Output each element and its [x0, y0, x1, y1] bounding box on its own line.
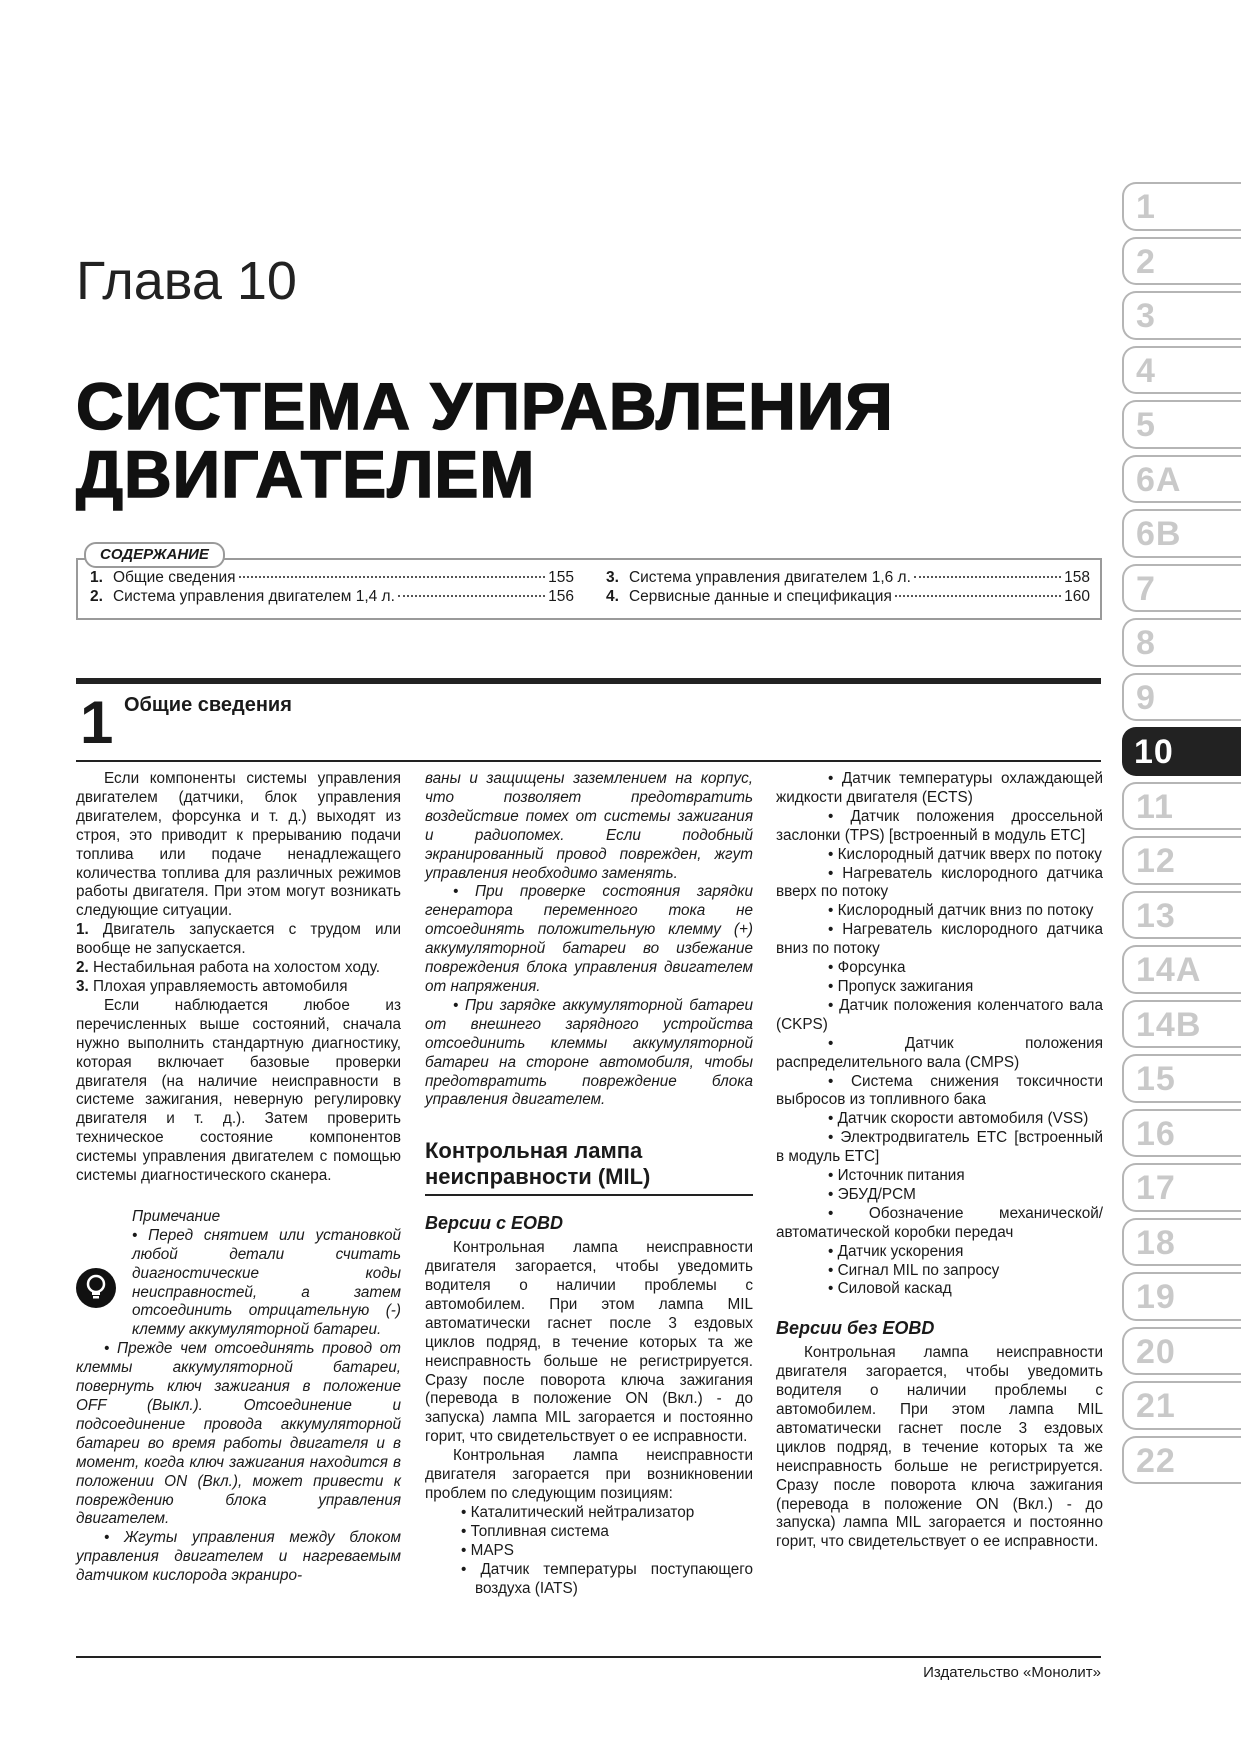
paragraph: Контрольная лампа неисправности двигателя загорается, чтобы уведомить водителя о наличии проблемы с автомобилем. При этом лампа MIL автоматически гаснет после 3 ездовых циклов подряд, в течение которых та же неисправность больше не регистрируется. Сразу после поворота ключа зажигания (перевода в положение ON (Вкл.) - до запуска) лампа MIL загорается и постоянно горит, что свидетельствует о ее исправности. [425, 1239, 753, 1446]
chapter-title-line2: ДВИГАТЕЛЕМ [76, 437, 536, 511]
toc-item-num: 4. [606, 588, 619, 605]
note-item: • Жгуты управления между блоком управления двигателем и нагреваемым датчиком кислорода экраниро- [76, 1529, 401, 1585]
section-rule-bottom [76, 760, 1101, 762]
chapter-tab-11[interactable] [1122, 780, 1241, 835]
bullet-item: • Датчик скорости автомобиля (VSS) [828, 1110, 1089, 1128]
toc-item-text: Система управления двигателем 1,4 л. [112, 588, 395, 605]
column-2 [425, 770, 753, 1598]
tab-label: 3 [1136, 297, 1156, 335]
bullet-item: • Пропуск зажигания [828, 977, 974, 995]
bullet-item: • Сигнал MIL по запросу [828, 1261, 1000, 1279]
footer-rule [76, 1656, 1101, 1658]
toc-heading: СОДЕРЖАНИЕ [84, 542, 225, 568]
chapter-tab-16[interactable] [1122, 1107, 1241, 1162]
tab-label: 10 [1134, 733, 1174, 771]
tab-label: 12 [1136, 842, 1176, 880]
tab-label: 14A [1136, 951, 1202, 989]
toc-item[interactable] [606, 569, 1090, 587]
paragraph: Контрольная лампа неисправности двигателя загорается, чтобы уведомить водителя о наличии проблемы с автомобилем. При этом лампа MIL автоматически гаснет после 3 ездовых циклов подряд, в течение которых та же неисправность больше не регистрируется. Сразу после поворота ключа зажигания (перевода в положение ON (Вкл.) - до запуска) лампа MIL загорается и постоянно горит, что свидетельствует о ее исправности. [776, 1344, 1103, 1551]
chapter-tab-4[interactable] [1122, 344, 1241, 399]
bullet-list [776, 770, 1103, 1299]
subsection-subheading: Версии с EOBD [425, 1213, 564, 1234]
bullet-item: • Датчик положения дроссельной заслонки (TPS) [встроенный в модуль ETC] [776, 807, 1104, 844]
chapter-tab-18[interactable] [1122, 1216, 1241, 1271]
note-item: • При проверке состояния зарядки генератора переменного тока не отсоединять положительную клемму (+) аккумуляторной батареи во избежание повреждения блока управления двигателем от напряжения. [425, 883, 753, 995]
tab-label: 20 [1136, 1332, 1176, 1371]
publisher-footer: Издательство «Монолит» [923, 1664, 1101, 1681]
bullet-item: • MAPS [461, 1541, 514, 1559]
subsection-subheading: Версии без EOBD [776, 1318, 935, 1339]
list-item: 1. Двигатель запускается с трудом или вообще не запускается. [76, 921, 401, 958]
tab-label: 4 [1136, 351, 1156, 390]
bullet-item: • Датчик температуры охлаждающей жидкости двигателя (ECTS) [776, 770, 1104, 806]
bullet-item: • Топливная система [461, 1522, 609, 1540]
bullet-item: • Нагреватель кислородного датчика вверх по потоку [776, 864, 1103, 901]
note-item: ваны и защищены заземлением на корпус, что позволяет предотвратить воздействие помех от системы зажигания и радиопомех. Если подобный экранированный провод поврежден, жгут управления необходимо заменять. [425, 770, 753, 882]
paragraph: Если наблюдается любое из перечисленных выше состояний, сначала нужно выполнить стандартную диагностику, которая включает базовые проверки двигателя (на наличие неисправности в системе зажигания, неверную регулировку двигателя и т. д.). Затем проверить техническое состояние компонентов системы управления двигателем с помощью системы диагностического сканера. [76, 996, 401, 1185]
tab-label: 5 [1136, 406, 1156, 444]
chapter-tab-14b[interactable] [1122, 998, 1241, 1053]
note-item: • Перед снятием или установкой любой детали считать диагностические коды неисправностей, а затем отсоединить отрицательную (-) клемму аккумуляторной батареи. [132, 1226, 401, 1339]
tab-label: 11 [1136, 787, 1174, 826]
chapter-tab-7[interactable] [1122, 562, 1241, 617]
bullet-item: • Датчик положения распределительного вала (CMPS) [776, 1034, 1103, 1071]
bullet-item: • Силовой каскад [828, 1280, 952, 1298]
toc-item[interactable] [606, 588, 1090, 606]
toc-item-page: 156 [548, 588, 574, 605]
section-rule-top [76, 678, 1101, 684]
paragraph: Контрольная лампа неисправности двигателя загорается при возникновении проблем по следующим позициям: [425, 1447, 753, 1502]
chapter-tab-8[interactable] [1122, 616, 1241, 671]
chapter-tab-13[interactable] [1122, 889, 1241, 944]
bullet-item: • Датчик положения коленчатого вала (CKPS) [776, 996, 1103, 1033]
tab-label: 17 [1136, 1169, 1176, 1207]
bullet-item: • Система снижения токсичности выбросов из топливного бака [776, 1072, 1103, 1109]
chapter-tab-17[interactable] [1122, 1161, 1241, 1216]
chapter-tab-9[interactable] [1122, 671, 1241, 726]
toc-item-text: Сервисные данные и спецификация [628, 588, 892, 605]
bullet-item: • Датчик ускорения [828, 1242, 964, 1260]
chapter-tab-6a[interactable] [1122, 453, 1241, 508]
tab-label: 9 [1136, 678, 1156, 717]
bullet-item: • Кислородный датчик вверх по потоку [828, 845, 1102, 863]
tab-label: 22 [1136, 1441, 1176, 1480]
chapter-tab-1[interactable] [1122, 180, 1241, 235]
tab-label: 14B [1136, 1005, 1202, 1044]
bullet-item: • Форсунка [828, 959, 906, 977]
tab-label: 6A [1136, 460, 1182, 499]
toc-item-page: 158 [1064, 569, 1090, 586]
bullet-item: • Электродвигатель ETC [встроенный в модуль ETC] [776, 1129, 1104, 1166]
chapter-label: Глава 10 [76, 251, 297, 311]
toc-item-num: 2. [90, 588, 103, 605]
tab-label: 15 [1136, 1060, 1176, 1098]
bullet-item: • Датчик температуры поступающего воздуха (IATS) [461, 1560, 754, 1597]
tab-label: 19 [1136, 1278, 1176, 1316]
tab-label: 1 [1136, 188, 1156, 226]
toc-item-page: 155 [548, 569, 574, 586]
list-item: 3. Плохая управляемость автомобиля [76, 977, 348, 995]
list-item: 2. Нестабильная работа на холостом ходу. [76, 959, 380, 977]
section-title: Общие сведения [124, 694, 292, 716]
chapter-tab-22[interactable] [1122, 1434, 1241, 1489]
column-1 [76, 770, 401, 1586]
chapter-tab-12[interactable] [1122, 834, 1241, 889]
toc-item-text: Система управления двигателем 1,6 л. [628, 569, 911, 586]
bullet-item: • Каталитический нейтрализатор [461, 1503, 695, 1521]
chapter-tab-20[interactable] [1122, 1325, 1241, 1380]
toc-item-num: 3. [606, 569, 619, 586]
bullet-item: • ЭБУД/PCM [828, 1185, 916, 1203]
toc-item[interactable] [90, 588, 574, 606]
chapter-title [76, 369, 894, 511]
toc-item-page: 160 [1064, 588, 1090, 605]
chapter-tabs [1122, 180, 1241, 1488]
note-item: • При зарядке аккумуляторной батареи от внешнего зарядного устройства отсоединить клеммы аккумуляторной батареи на стороне автомобиля, чтобы предотвратить повреждение блока управления двигателем. [425, 996, 753, 1109]
chapter-tab-21[interactable] [1122, 1379, 1241, 1434]
tab-label: 16 [1136, 1114, 1176, 1153]
tab-label: 8 [1136, 624, 1156, 662]
tab-label: 18 [1136, 1223, 1176, 1262]
toc-item-num: 1. [90, 569, 103, 586]
section-number: 1 [80, 689, 114, 756]
bullet-item: • Источник питания [828, 1167, 965, 1185]
tab-label: 13 [1136, 896, 1176, 935]
chapter-title-line1: СИСТЕМА УПРАВЛЕНИЯ [76, 369, 894, 443]
tab-label: 6B [1136, 515, 1182, 553]
chapter-tab-5[interactable] [1122, 398, 1241, 453]
chapter-tab-10[interactable] [1122, 725, 1241, 780]
note-item: • Прежде чем отсоединять провод от клеммы аккумуляторной батареи, повернуть ключ зажигания в положение OFF (Выкл.). Отсоединение и подсоединение провода аккумуляторной батареи во время работы двигателя и в момент, когда ключ зажигания находится в положении ON (Вкл.), может привести к повреждению блока управления двигателем. [76, 1340, 401, 1528]
chapter-tab-14a[interactable] [1122, 943, 1241, 998]
paragraph: Если компоненты системы управления двигателем (датчики, блок управления двигателем, форсунка и т. д.) выходят из строя, это приводит к прерыванию подачи топлива или подаче ненадлежащего количества топлива для различных режимов работы двигателя. При этом могут возникать следующие ситуации. [76, 770, 401, 920]
column-3 [776, 770, 1103, 1552]
subsection-heading: Контрольная лампа неисправности (MIL) [425, 1138, 753, 1196]
tab-label: 7 [1136, 569, 1156, 608]
bullet-item: • Кислородный датчик вниз по потоку [828, 902, 1094, 920]
tab-label: 21 [1136, 1387, 1176, 1425]
chapter-tab-2[interactable] [1122, 235, 1241, 290]
chapter-tab-3[interactable] [1122, 289, 1241, 344]
lightbulb-icon [76, 1268, 116, 1308]
chapter-tab-19[interactable] [1122, 1270, 1241, 1325]
note-title: Примечание [132, 1207, 221, 1225]
toc-item-text: Общие сведения [112, 569, 236, 586]
tab-label: 2 [1136, 242, 1156, 281]
bullet-item: • Нагреватель кислородного датчика вниз по потоку [776, 921, 1103, 958]
toc-item[interactable] [90, 569, 574, 587]
bullet-item: • Обозначение механической/автоматической коробки передач [776, 1204, 1104, 1241]
chapter-tab-6b[interactable] [1122, 507, 1241, 562]
chapter-tab-15[interactable] [1122, 1052, 1241, 1107]
